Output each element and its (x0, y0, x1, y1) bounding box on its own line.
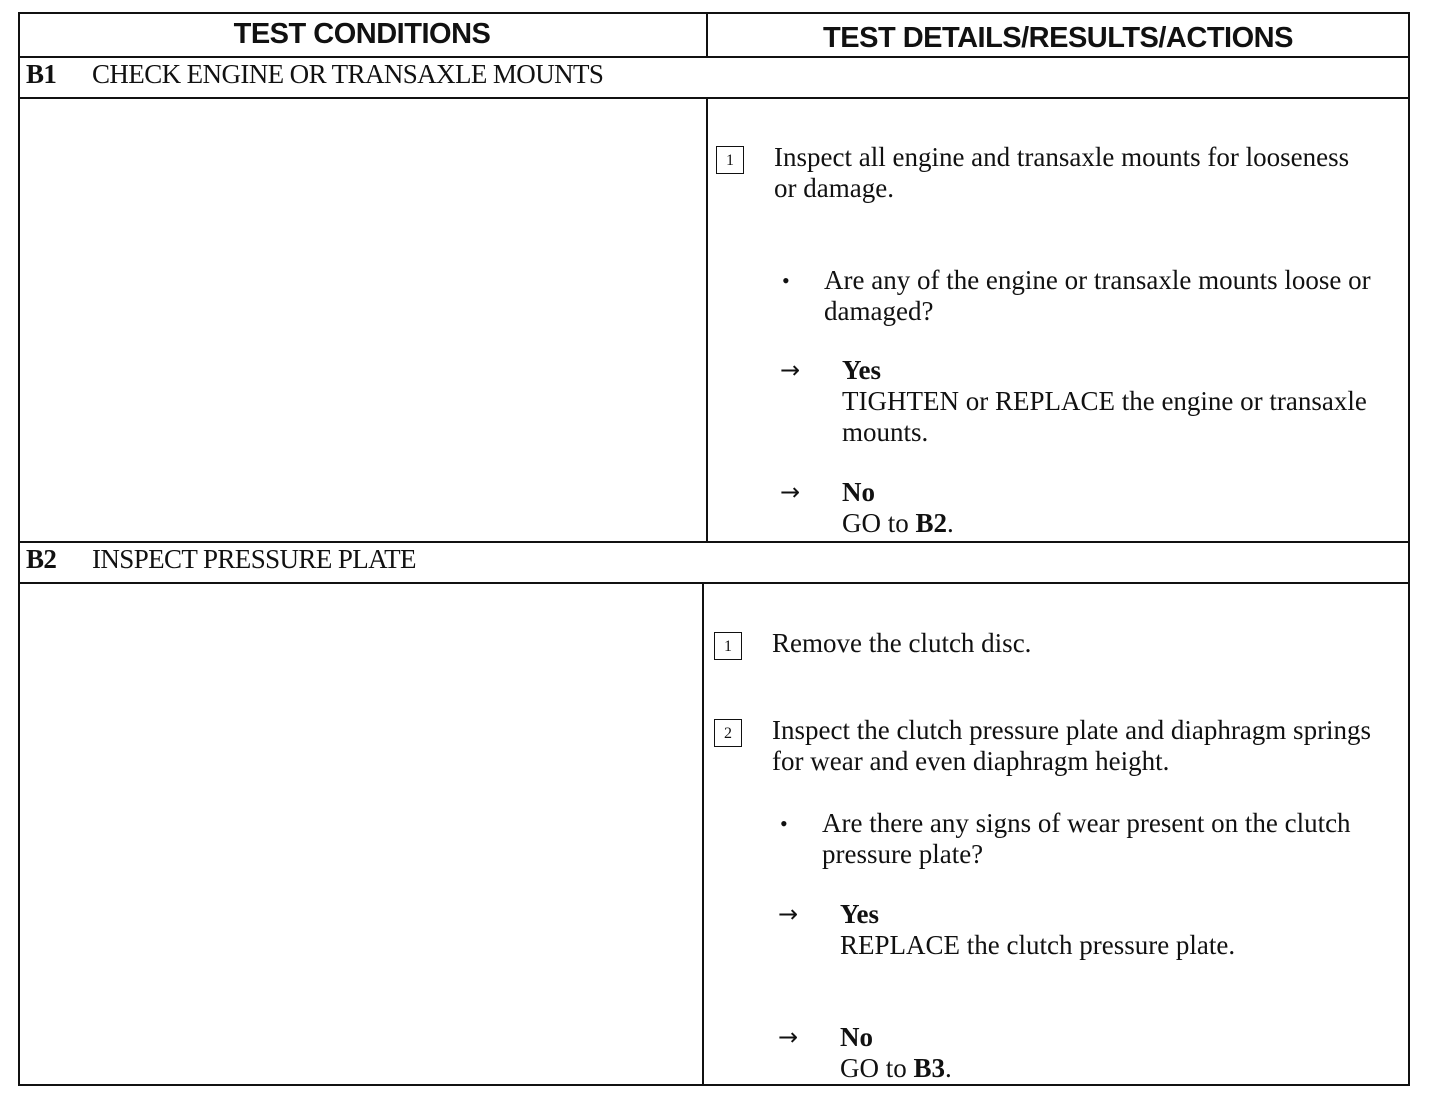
answer-label: Yes (842, 355, 881, 385)
b2-title-divider (18, 582, 1410, 584)
b1-column-divider (706, 97, 708, 542)
arrow-right-icon: → (780, 478, 801, 506)
table-border-left (18, 12, 20, 1086)
goto-suffix: . (945, 1053, 952, 1083)
goto-target: B2 (915, 508, 948, 538)
goto-suffix: . (947, 508, 954, 538)
step-number-box: 2 (714, 719, 742, 747)
step-number-box: 1 (716, 146, 744, 174)
goto-prefix: GO to (842, 508, 916, 538)
answer-text: REPLACE the clutch pressure plate. (840, 930, 1236, 960)
arrow-right-icon: → (778, 1023, 799, 1051)
test-table (18, 12, 1410, 1086)
answer-label: Yes (840, 899, 879, 929)
step-text: Remove the clutch disc. (772, 628, 1032, 658)
step-text: Inspect all engine and transaxle mounts for looseness or damage. (774, 142, 1350, 203)
answer-no (778, 1022, 1380, 1084)
answer-yes (780, 355, 1382, 448)
header-test-details: TEST DETAILS/RESULTS/ACTIONS (823, 21, 1293, 54)
answer-text (840, 1053, 952, 1083)
answer-label: No (840, 1022, 873, 1052)
table-border-bottom (18, 1084, 1410, 1086)
answer-text (842, 508, 954, 538)
arrow-right-icon: → (780, 356, 801, 384)
step-item (714, 715, 1372, 777)
step-item (714, 628, 1372, 660)
answer-yes (778, 899, 1380, 961)
answer-label: No (842, 477, 875, 507)
answer-no (780, 477, 1382, 539)
section-title: CHECK ENGINE OR TRANSAXLE MOUNTS (92, 59, 604, 89)
question-item (776, 808, 1402, 870)
section-title: INSPECT PRESSURE PLATE (92, 544, 416, 574)
section-code: B1 (26, 59, 57, 89)
goto-prefix: GO to (840, 1053, 914, 1083)
step-number-box: 1 (714, 632, 742, 660)
section-b2-title (26, 544, 416, 575)
question-item (778, 265, 1404, 327)
section-b1-title (26, 59, 603, 90)
header-test-conditions: TEST CONDITIONS (233, 17, 491, 50)
question-text: Are there any signs of wear present on the clutch pressure plate? (822, 808, 1351, 869)
question-text: Are any of the engine or transaxle mounts loose or damaged? (824, 265, 1371, 326)
step-text: Inspect the clutch pressure plate and diaphragm springs for wear and even diaphragm height. (772, 715, 1372, 776)
bullet-icon: • (782, 268, 790, 293)
goto-target: B3 (913, 1053, 946, 1083)
bullet-icon: • (780, 811, 788, 836)
step-item (716, 142, 1374, 204)
arrow-right-icon: → (778, 900, 799, 928)
table-border-right (1408, 12, 1410, 1086)
answer-text: TIGHTEN or REPLACE the engine or transaxle mounts. (842, 386, 1367, 447)
b1-title-divider (18, 97, 1410, 99)
b2-column-divider (702, 582, 704, 1086)
section-code: B2 (26, 544, 57, 574)
b2-top-divider (18, 541, 1410, 543)
